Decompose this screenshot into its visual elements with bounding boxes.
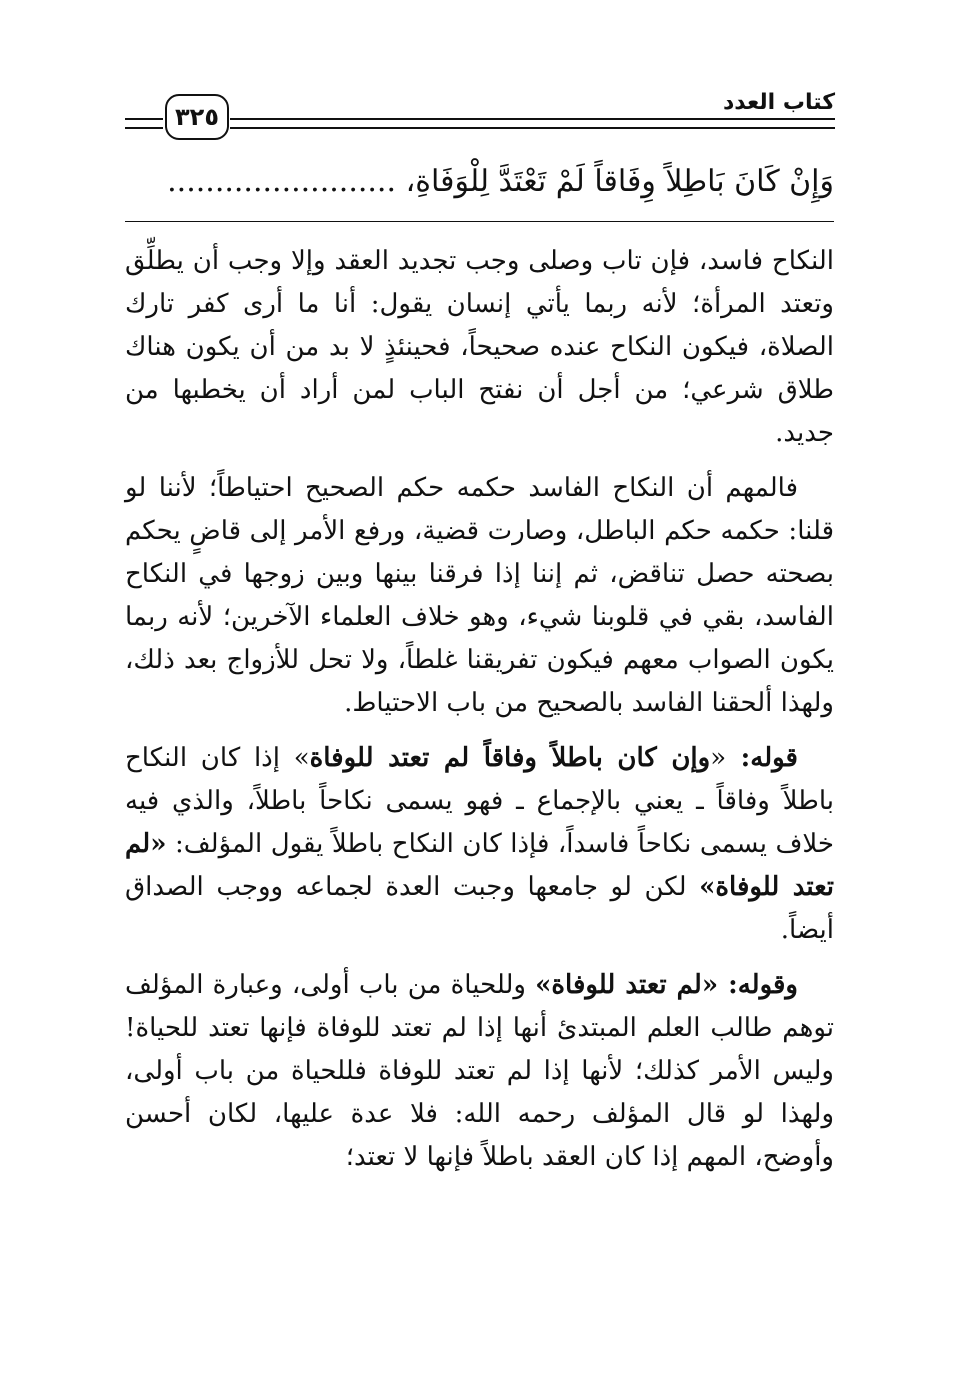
matn-line [125, 160, 834, 204]
quoted-matn: «لم تعتد للوفاة» [535, 970, 719, 1000]
paragraph-text: لكن لو جامعها وجبت العدة لجماعه ووجب الصداق أيضاً. [125, 872, 834, 945]
paragraph [125, 240, 834, 455]
paragraph [125, 964, 834, 1179]
lead-word: وقوله: [718, 970, 798, 1000]
page-number: ٣٢٥ [165, 94, 229, 140]
page-header [125, 88, 835, 148]
lead-word: قوله: [726, 743, 798, 773]
paragraph [125, 737, 834, 952]
paragraph [125, 467, 834, 725]
header-rule-right [230, 118, 835, 129]
matn-text: وَإِنْ كَانَ بَاطِلاً وِفَاقاً لَمْ تَعْتَدَّ لِلْوَفَاةِ، [405, 164, 834, 199]
paragraph-text: » إذا كان النكاح باطلاً وفاقاً ـ يعني بالإجماع ـ فهو يسمى نكاحاً باطلاً، والذي فيه خلاف يسمى نكاحاً فاسداً، فإذا كان النكاح باطلاً يقول المؤلف: [125, 743, 834, 859]
quoted-matn: «لم تعتد للوفاة» [125, 829, 835, 902]
paragraph-text: وللحياة من باب أولى، وعبارة المؤلف توهم طالب العلم المبتدئ أنها إذا لم تعتد للوفاة فإنها تعتد للحياة! وليس الأمر كذلك؛ لأنها إذا لم تعتد للوفاة فللحياة من باب أولى، ولهذا لو قال المؤلف رحمه الله: فلا عدة عليها، لكان أحسن وأوضح، المهم إذا كان العقد باطلاً فإنها لا تعتد؛ [125, 970, 834, 1172]
running-title: كتاب العدد [722, 90, 835, 115]
paragraph-text: فالمهم أن النكاح الفاسد حكمه حكم الصحيح احتياطاً؛ لأننا لو قلنا: حكمه حكم الباطل، وصارت قضية، ورفع الأمر إلى قاضٍ يحكم بصحته حصل تناقض، ثم إننا إذا فرقنا بينها وبين زوجها في النكاح الفاسد، بقي في قلوبنا شيء، وهو خلاف العلماء الآخرين؛ لأنه ربما يكون الصواب معهم فيكون تفريقنا غلطاً، ولا تحل للأزواج بعد ذلك، ولهذا ألحقنا الفاسد بالصحيح من باب الاحتياط. [125, 473, 834, 718]
quote-mark: « [710, 743, 727, 773]
quoted-matn: وإن كان باطلاً وفاقاً لم تعتد للوفاة [309, 743, 711, 773]
matn-dots: ........................ [167, 164, 397, 199]
section-divider [125, 221, 834, 222]
commentary-body [125, 240, 834, 1179]
paragraph-text: النكاح فاسد، فإن تاب وصلى وجب تجديد العقد وإلا وجب أن يطلِّق وتعتد المرأة؛ لأنه ربما يأتي إنسان يقول: أنا ما أرى كفر تارك الصلاة، فيكون النكاح عنده صحيحاً، فحينئذٍ لا بد من أن يكون هناك طلاق شرعي؛ من أجل أن نفتح الباب لمن أراد أن يخطبها من جديد. [125, 246, 834, 448]
header-rule-left [125, 118, 163, 129]
